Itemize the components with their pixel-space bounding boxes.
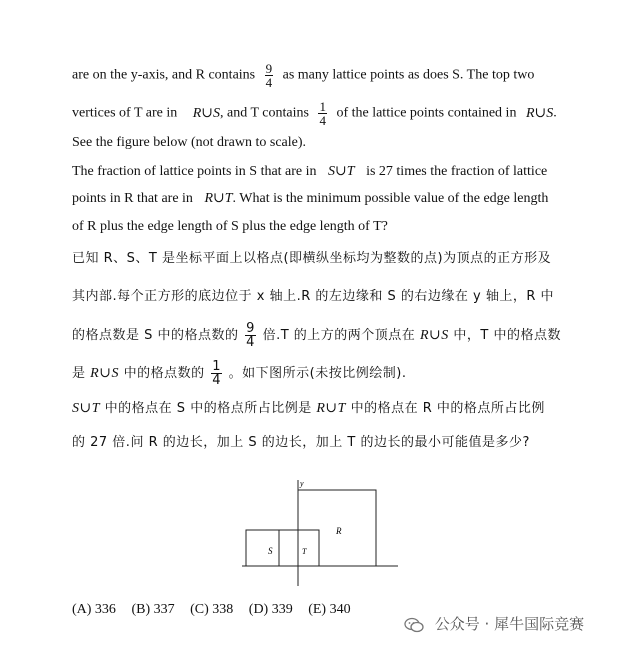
text-span: is 27 times the fraction of lattice xyxy=(366,164,548,179)
label-t: T xyxy=(302,547,307,556)
text-span: The fraction of lattice points in S that are in xyxy=(72,164,317,179)
label-r: R xyxy=(336,526,342,536)
text-span: . xyxy=(553,105,557,121)
math-r-union-t: R∪T xyxy=(316,401,346,416)
text-line-6: of R plus the edge length of S plus the edge length of T? xyxy=(72,219,388,234)
fraction-9-4 xyxy=(245,322,256,349)
answer-choices xyxy=(72,602,363,618)
watermark-text: 公众号 · 犀牛国际竞赛 xyxy=(434,615,585,633)
text-span: . What is the minimum possible value of the edge length xyxy=(232,191,549,206)
text-span: 中的格点在 R 中的格点所占比例 xyxy=(350,401,545,416)
math-s-union-t: S∪T xyxy=(72,401,101,416)
text-span: 中，T 中的格点数 xyxy=(453,328,561,343)
frac-den: 4 xyxy=(212,373,222,388)
fraction-1-4 xyxy=(318,100,327,127)
math-s-union-t: S∪T xyxy=(328,164,355,179)
choice-c[interactable]: (C) 338 xyxy=(190,602,234,617)
cn-line-4 xyxy=(72,360,406,387)
text-span: 倍.T 的上方的两个顶点在 xyxy=(262,328,416,343)
math-r-union-s: R∪S xyxy=(192,105,221,121)
choice-e[interactable]: (E) 340 xyxy=(308,602,351,617)
math-r-union-s: R∪S xyxy=(525,105,554,121)
text-span: 中的格点在 S 中的格点所占比例是 xyxy=(104,401,312,416)
frac-den: 4 xyxy=(265,75,273,90)
text-span: points in R that are in xyxy=(72,191,193,206)
choice-b[interactable]: (B) 337 xyxy=(131,602,175,617)
text-span: of the lattice points contained in xyxy=(336,105,517,121)
frac-num: 1 xyxy=(212,359,222,374)
choice-a[interactable]: (A) 336 xyxy=(72,602,116,617)
label-s: S xyxy=(268,546,273,556)
text-span: 的格点数是 S 中的格点数的 xyxy=(72,328,239,343)
square-t xyxy=(279,530,319,566)
text-line-4 xyxy=(72,163,547,181)
frac-num: 9 xyxy=(265,61,273,76)
math-r-union-s: R∪S xyxy=(90,366,119,381)
cn-line-6: 的 27 倍.问 R 的边长，加上 S 的边长，加上 T 的边长的最小可能值是多少? xyxy=(72,435,530,450)
text-span: as many lattice points as does S. The top two xyxy=(282,67,535,83)
cn-line-5 xyxy=(72,400,545,418)
frac-den: 4 xyxy=(319,113,326,128)
cn-line-3 xyxy=(72,322,561,349)
cn-line-1: 已知 R、S、T 是坐标平面上以格点(即横纵坐标均为整数的点)为顶点的正方形及 xyxy=(72,251,552,266)
fraction-1-4 xyxy=(211,360,222,387)
text-span: 中的格点数的 xyxy=(123,366,205,381)
math-r-union-t: R∪T xyxy=(204,191,233,206)
text-span: 。如下图所示(未按比例绘制). xyxy=(228,366,407,381)
math-r-union-s: R∪S xyxy=(419,328,449,343)
fraction-9-4 xyxy=(265,62,274,89)
text-line-3: See the figure below (not drawn to scale). xyxy=(72,135,307,150)
wechat-icon xyxy=(404,617,424,633)
frac-num: 9 xyxy=(246,321,255,336)
label-y: y xyxy=(300,479,304,488)
text-span: are on the y-axis, and R contains xyxy=(72,67,256,83)
text-line-2 xyxy=(72,100,557,127)
text-line-1 xyxy=(72,62,534,89)
text-span: 是 xyxy=(72,366,86,381)
watermark xyxy=(404,613,584,634)
frac-den: 4 xyxy=(246,335,255,350)
text-line-5 xyxy=(72,190,548,208)
text-span: , and T contains xyxy=(220,105,309,121)
frac-num: 1 xyxy=(319,99,326,114)
squares-figure xyxy=(232,476,398,586)
text-span: vertices of T are in xyxy=(72,105,178,121)
choice-d[interactable]: (D) 339 xyxy=(248,602,293,617)
cn-line-2: 其内部.每个正方形的底边位于 x 轴上.R 的左边缘和 S 的右边缘在 y 轴上，R 中 xyxy=(72,289,555,304)
